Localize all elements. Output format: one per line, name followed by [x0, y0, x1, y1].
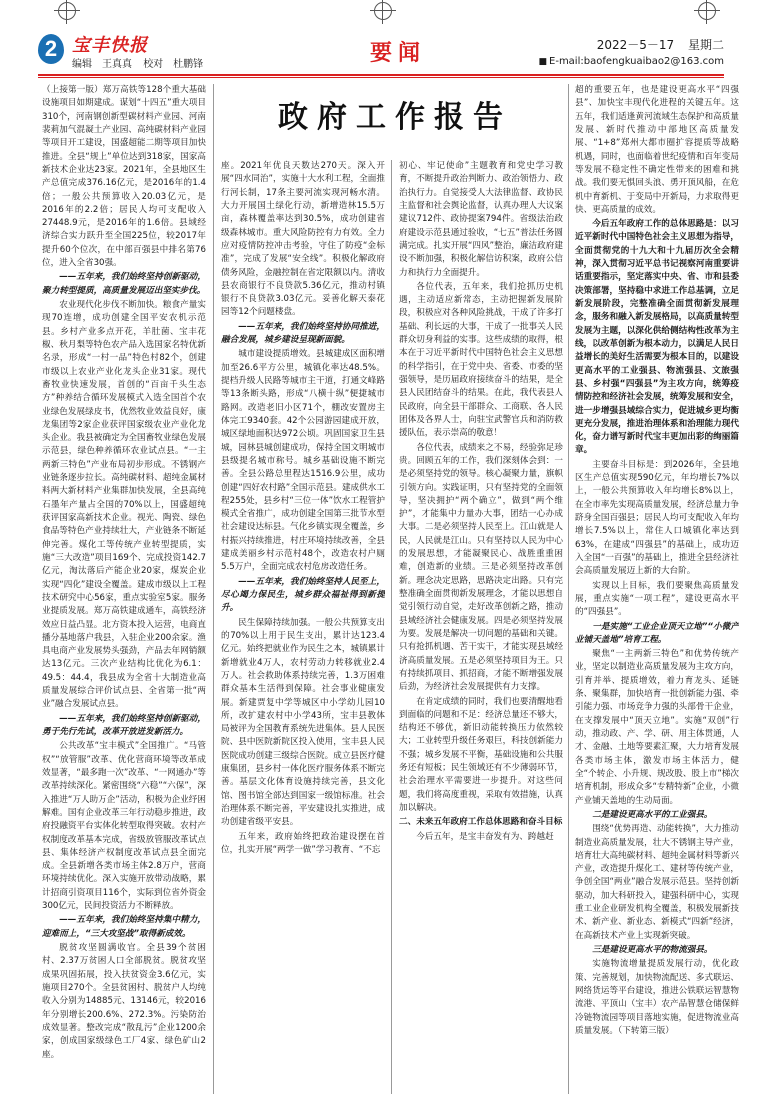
section-subheading: ——五年来，我们始终坚持创新驱动，聚力转型提质，高质量发展迈出坚实步伐。: [42, 272, 206, 296]
article-paragraph: 城市建设提质增效。县城建成区面积增加至26.6平方公里，城镇化率达48.5%。提档升级人民路等城市主干道，打通文峰路等13条断头路，形成“八横十纵”便捷城市路网。改造老旧小区71个，棚改安置房主体完工9340套。42个公园游园建成开放，城区绿地面积达972公顷。巩固国家卫生县城，园林县城创建成功，保持全国文明城市县级提名城市称号。城乡基础设施不断完善。全县公路总里程达1516.9公里，成功创建“四好农村路”全国示范县。建成供水工程255处，县乡村“三位一体”饮水工程管护模式全省推广，成功创建全国第三批节水型社会建设达标县。气化乡镇实现全覆盖，乡村振兴持续推进，村庄环境持续改善，全县建成美丽乡村示范村48个，改造农村户厕5.5万户，全面完成农村危房改造任务。: [221, 349, 385, 573]
column-divider: [391, 160, 392, 1094]
article-column-2: [221, 160, 385, 1094]
section-subheading: 二是建设更高水平的工业强县。: [592, 809, 713, 820]
article-headline: 政府工作报告: [278, 100, 512, 135]
article-paragraph: 超的重要五年，也是建设更高水平“四强县”、加快宝丰现代化进程的关键五年。这五年，我们适逢黄河流域生态保护和高质量发展、新时代推动中部地区高质量发展、“1+8”郑州大都市圈扩容提质等战略机遇，同时，也面临着世纪疫情和百年变局等发展不稳定性不确定性带来的困难和挑战。我们要无惧回头浪、勇开顶风船，在危机中育新机、于变局中开新局，力求取得更快、更高质量的成效。: [575, 85, 739, 215]
article-column-4: [575, 84, 739, 1094]
section-subheading: ——五年来，我们始终坚持人民至上，尽心竭力保民生，城乡群众福祉得到新提升。: [221, 576, 385, 614]
proofreader-credit: 校对 杜鹏锋: [143, 59, 204, 70]
column-divider: [568, 84, 569, 1094]
article-paragraph: 脱贫攻坚圆满收官。全县39个贫困村、2.37万贫困人口全部脱贫。脱贫攻坚成果巩固拓展，投入扶贫资金3.6亿元，实施项目270个。全县贫困村、脱贫户人均纯收入分别为14885元、13146元，较2016年分别增长200.6%、272.3%。污染防治成效显著。整改完成“散乱污”企业1200余家，创成国家级绿色工厂4家、绿色矿山2座。: [42, 943, 206, 1060]
masthead: [38, 28, 742, 72]
article-paragraph: 在肯定成绩的同时，我们也要清醒地看到面临的问题和不足：经济总量还不够大，结构还不够优，新旧动能转换压力依然较大；工业转型升级任务艰巨，科技创新能力不强；城乡发展不平衡，基础设施和公共服务还有短板；民生领域还有不少薄弱环节，社会治理水平需要进一步提升。对这些问题，我们将高度重视，采取有效措施，认真加以解决。: [399, 696, 563, 813]
issue-weekday: 星期二: [687, 38, 724, 52]
paper-name-logo: 宝丰快报: [72, 35, 148, 56]
article-paragraph: 围绕“优势再造、动能转换”，大力推动制造业高质量发展，壮大不锈钢主导产业，培育壮大高纯碳材料、超纯金属材料等新兴产业，改造提升煤化工、建材等传统产业，争创全国“两业”融合发展示范县。坚持创新驱动，加大科研投入，建强科研中心，实现重工业企业研发机构全覆盖，积极发展新技术、新产业、新业态、新模式“四新”经济，在高新技术产业上实现新突破。: [575, 824, 739, 941]
article-paragraph: 座。2021年优良天数达270天。深入开展“四水同治”，实施十大水利工程，全面推行河长制，17条主要河流实现河畅水清。大力开展国土绿化行动，新增造林15.5万亩，森林覆盖率达到30.5%，成功创建省级森林城市。重大风险防控有力有效。全力应对疫情防控冲击考验，守住了防疫“金标准”，完成了发展“安全线”。积极化解政府债务风险，金融控制在省定限额以内。清收县农商银行不良贷款5.36亿元，推动村镇银行不良贷款3.03亿元。妥善化解天泰花园等12个问题楼盘。: [221, 161, 385, 318]
article-paragraph: 各位代表，成绩来之不易，经验弥足珍贵。回顾五年的工作，我们深刻体会到：一是必须坚持党的领导。核心凝聚力量，旗帜引领方向。实践证明，只有坚持党的全面领导，坚决拥护“两个确立”，做到“两个维护”，才能集中力量办大事，团结一心办成大事。二是必须坚持人民至上。江山就是人民，人民就是江山。只有坚持以人民为中心的发展思想，才能凝聚民心、战胜重重困难，创造新的业绩。三是必须坚持改革创新。理念决定思路，思路决定出路。只有完整准确全面贯彻新发展理念，才能以思想自觉引领行动自觉，走好改革创新之路，推动县域经济社会健康发展。四是必须坚持发展为要。发展是解决一切问题的基础和关键。只有抢抓机遇、苦干实干，才能实现县域经济高质量发展。五是必须坚持项目为王。只有持续抓项目、抓招商，才能不断增强发展后劲，为经济社会发展提供有力支撑。: [399, 442, 563, 693]
article-paragraph: （上接第一版）郑万高铁等128个重大基础设施项目如期建成。谋划“十四五”重大项目310个，河南钢创新型碳材料产业园、河南裴莉加气混凝土产业园、高纯碳材料产业园等项目开工建设，国盛超能二期等项目加快推进。全县“规上”单位达到318家，国家高新技术企业达23家。2021年，全县地区生产总值完成376.16亿元，是2016年的1.4倍；一般公共预算收入20.03亿元，是2016年的2.2倍；居民人均可支配收入27448.9元，是2016年的1.6倍。县域经济综合实力跃升至全国225位，较2017年提升60个位次，在中部百强县中排名第76位，进入全省30强。: [42, 85, 206, 269]
registration-mark: [698, 2, 716, 20]
editor-credit: 编辑 王真真: [72, 59, 132, 70]
article-paragraph: 农业现代化步伐不断加快。粮食产量实现70连增，成功创建全国平安农机示范县。乡村产业多点开花，羊肚菌、宝丰花椒、秋月梨等特色农产品入选国家名特优新名录，形成“一村一品”特色村82个，创建市级以上农业产业化龙头企业31家。现代畜牧业快速发展，首创的“百亩千头生态方”种养结合循环发展模式入选全国首个农业绿色发展绿皮书，优然牧业效益良好，康龙集团等2家企业获评国家级农业产业化龙头企业。我县被确定为全国畜牧业绿色发展示范县，绿色种养循环农业试点县。“一主两新三特色”产业布局初步形成。不锈钢产业链条逐步拉长。高纯碳材料、超纯金属材料两大新材料产业集群加快发展，全县高纯石墨年产量占全国的70%以上，国盛超纯获评国家高新技术企业。视光、陶瓷、绿色食品等特色产业持续壮大，产业链条不断延伸完善。煤化工等传统产业转型提质，实施“三大改造”项目169个、完成投资142.7亿元，淘汰落后产能企业20家，煤炭企业实现“四化”建设全覆盖。建成市级以上工程技术研究中心56家，重点实验室5家。服务业提质发展。郑万高铁建成通车，高铁经济效应日益凸显。北方资本投入运营，电商直播分基地落户我县，入驻企业200余家。渔具电商产业发展势头强劲，产品去年网销额达13亿元。三次产业结构比优化为6.1：49.5：44.4，我县成为全省十大制造业高质量发展综合评价试点县、全省第一批“两业”融合发展试点县。: [42, 300, 206, 710]
article-paragraph: 初心、牢记使命”主题教育和党史学习教育，不断提升政治判断力、政治领悟力、政治执行力。自觉接受人大法律监督、政协民主监督和社会舆论监督，认真办理人大议案建议712件、政协提案794件。省级法治政府建设示范县通过验收，“七五”普法任务圆满完成。扎实开展“四风”整治，廉洁政府建设不断加强，积极化解信访积案，政府公信力和执行力全面提升。: [399, 161, 563, 278]
issue-date: 2022－5－17: [596, 38, 675, 52]
section-title: 要闻: [370, 40, 427, 66]
article-paragraph: 实施物流增量提质发展行动，优化政策、完善规划，加快物流配送、多式联运、网络货运等平台建设，推进公铁联运智慧物流港、平顶山（宝丰）农产品智慧仓储保鲜冷链物流园等项目落地实施，促进物流业高质量发展。（下转第三版）: [575, 959, 739, 1036]
article-paragraph: 公共改革“宝丰模式”全国推广。“马管权”“放管服”改革、优化营商环境等改革成效显著，“最多跑一次”改革、“一网通办”等改革持续深化。紧密围绕“六稳”“六保”，深入推进“万人助万企”活动，积极为企业纾困解难。国有企业改革三年行动稳步推进，政府投融资平台实体化转型取得突破。农村产权制度改革基本完成，省级放管服改革试点县、集体经济产权制度改革试点县全面完成。全县新增各类市场主体2.8万户，营商环境持续优化。深入实施开放带动战略，累计招商引资项目116个，实际到位省外资金300亿元，民间投资活力不断释放。: [42, 741, 206, 912]
article-paragraph: 五年来，政府始终把政治建设摆在首位，扎实开展“两学一做”学习教育、“不忘: [221, 831, 385, 855]
page-number-badge: 2: [38, 34, 64, 64]
article-paragraph: 今后五年政府工作的总体思路是：以习近平新时代中国特色社会主义思想为指导，全面贯彻党的十九大和十九届历次全会精神，深入贯彻习近平总书记视察河南重要讲话重要指示，坚定落实中央、省、市和县委决策部署，坚持稳中求进工作总基调，立足新发展阶段，完整准确全面贯彻新发展理念，服务和融入新发展格局，以高质量转型发展为主题，以深化供给侧结构性改革为主线，以改革创新为根本动力，以满足人民日益增长的美好生活需要为根本目的，以建设更高水平的工业强县、物流强县、文旅强县、乡村强“四强县”为主攻方向，统筹疫情防控和经济社会发展，统筹发展和安全，进一步增强县域综合实力，促进城乡更均衡更充分发展，推进治理体系和治理能力现代化，奋力谱写新时代宝丰更加出彩的绚丽篇章。: [575, 219, 739, 456]
article-column-3: [399, 160, 563, 1094]
article-paragraph: 今后五年，是宝丰奋发有为、跨越赶: [416, 831, 554, 842]
registration-mark: [58, 2, 76, 20]
section-subheading: ——五年来，我们始终坚持集中精力，迎难而上，“三大攻坚战”取得新成效。: [42, 915, 206, 939]
section-subheading: 二、未来五年政府工作总体思路和奋斗目标: [399, 817, 563, 828]
header-rule-thin: [38, 77, 724, 78]
section-subheading: ——五年来，我们始终坚持创新驱动，勇于先行先试，改革开放迸发新活力。: [42, 713, 206, 737]
article-column-1: [42, 84, 206, 1094]
contact-email: ■ E-mail:baofengkuaibao2@163.com: [539, 56, 725, 67]
article-paragraph: 实现以上目标，我们要聚焦高质量发展，重点实施“一项工程”，建设更高水平的“四强县”。: [575, 580, 739, 618]
section-subheading: 三是建设更高水平的物流强县。: [592, 945, 713, 955]
header-rule: [38, 74, 724, 76]
registration-mark: [374, 2, 392, 20]
column-divider: [213, 84, 214, 1094]
section-subheading: ——五年来，我们始终坚持协同推进，融合发展，城乡建设呈现新面貌。: [221, 321, 385, 346]
article-paragraph: 民生保障持续加强。一般公共预算支出的70%以上用于民生支出，累计达123.4亿元。始终把就业作为民生之本，城镇累计新增就业4万人，农村劳动力转移就业2.4万人。社会救助体系持续完善，1.3万困难群众基本生活得到保障。社会事业健康发展。新建贾复中学等城区中小学幼儿园10所，改扩建农村中小学43所，宝丰县教体局被评为全国教育系统先进集体。县人民医院、县中医院新院区投入使用，宝丰县人民医院成功创建三级综合医院。成立县医疗健康集团，县乡村一体化医疗服务体系不断完善。基层文化体育设施持续完善，县文化馆、图书馆全部达到国家一级馆标准。社会治理体系不断完善，平安建设扎实推进，成功创建省级平安县。: [221, 617, 385, 828]
dateline: [587, 36, 724, 53]
article-paragraph: 主要奋斗目标是：到2026年，全县地区生产总值实现590亿元，年均增长7%以上，一般公共预算收入年均增长8%以上，在全市率先实现高质量发展，经济总量力争跻身全国百强县；居民人均可支配收入年均增长7.5%以上，常住人口城镇化率达到63%，在建成“四强县”的基础上，成功迈入全国“一百强”的基础上，推进全县经济社会高质量发展迈上新的大台阶。: [575, 459, 739, 577]
article-paragraph: 各位代表，五年来，我们抢抓历史机遇，主动适应新常态，主动把握新发展阶段，积极应对各种风险挑战，干成了许多打基础、利长远的大事，干成了一批事关人民群众切身利益的实事。这些成绩的取得，根本在于习近平新时代中国特色社会主义思想的科学指引，在于党中央、省委、市委的坚强领导，是历届政府接续奋斗的结果，是全县人民团结奋斗的结果。在此，我代表县人民政府，向全县干部群众、工商联、各人民团体及各界人士，向驻宝武警官兵和消防救援队伍，表示崇高的敬意！: [399, 281, 563, 439]
article-paragraph: 聚焦“一主两新三特色”和优势传统产业，坚定以制造业高质量发展为主攻方向，引育并举、提质增效，着力育龙头、延链条、聚集群，加快培育一批创新能力强、牵引能力强、市场竞争力强的头部骨干企业，在支撑发展中“顶天立地”。实施“双创”行动，推动政、产、学、研、用主体贯通，人才、金融、土地等要素汇聚，大力培育发展各类市场主体，激发市场主体活力，健全“个转企、小升规、规改股、股上市”梯次培育机制，形成众多“专精特新”企业，小微产业铺天盖地的生动局面。: [575, 649, 739, 806]
staff-credits: [72, 55, 211, 70]
section-subheading: 一是实施“工业企业顶天立地”“小微产业铺天盖地”培育工程。: [575, 621, 739, 645]
